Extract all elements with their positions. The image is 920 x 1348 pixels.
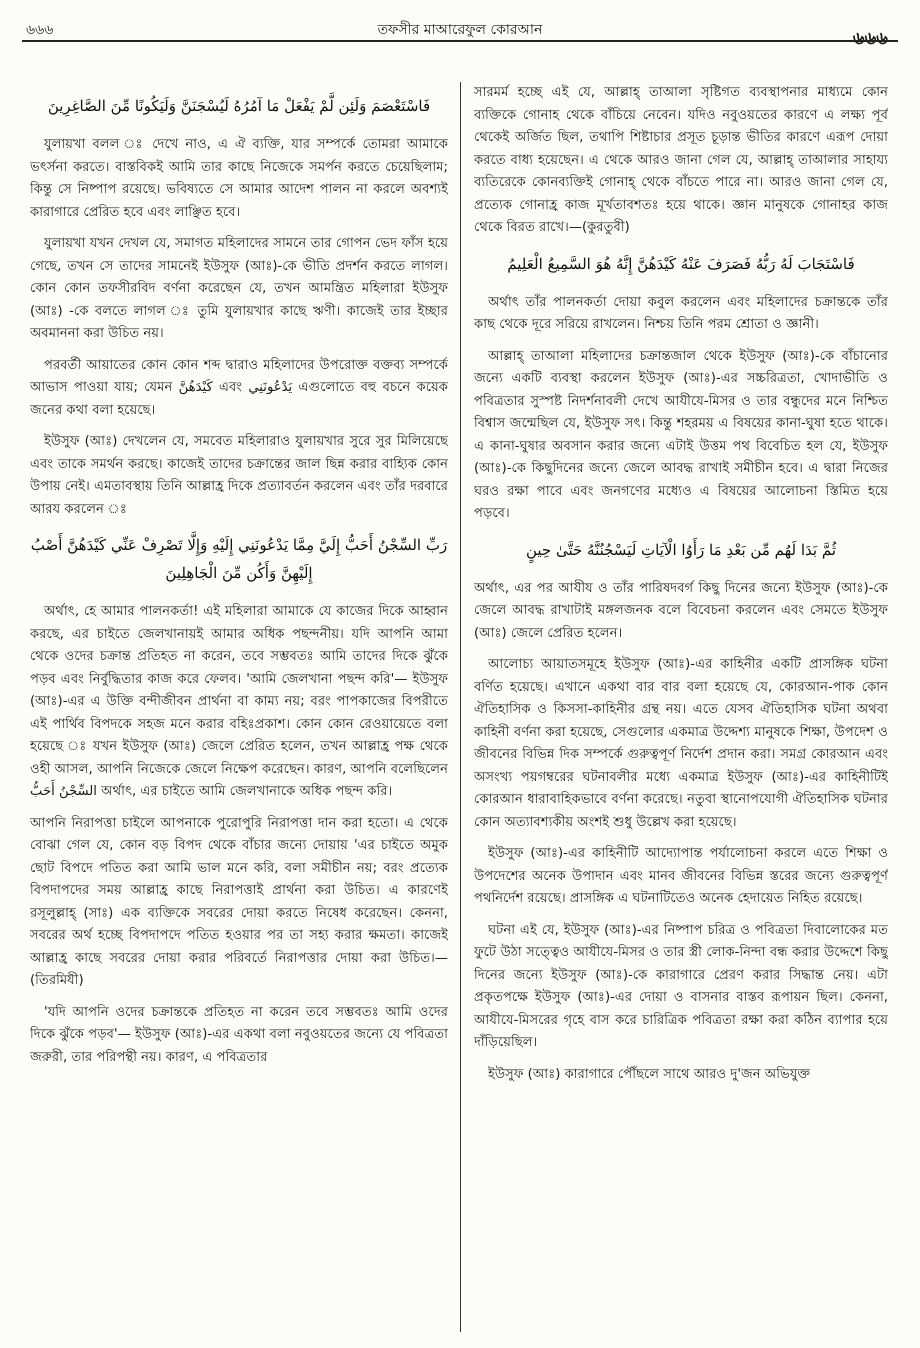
header-rule [22,40,898,42]
paragraph: যুলায়খা বলল ঃ দেখে নাও, এ ঐ ব্যক্তি, যার সম্পর্কে তোমরা আমাকে ভৎর্সনা করতে। বাস্তবিকই আমি তার কাছে নিজেকে সমর্পন করতে চেয়েছিলাম; কিন্তু সে নিষ্পাপ রয়েছে। ভবিষ্যতে সে আমার আদেশ পালন না করলে অবশ্যই কারাগারে প্রেরিত হবে এবং লাঞ্ছিত হবে। [30,137,448,220]
right-page-number: ৬৬৬ [852,28,888,49]
page-header [22,8,898,68]
running-title: তফসীর মাআরেফুল কোরআন [377,22,543,38]
paragraph: যুলায়খা যখন দেখল যে, সমাগত মহিলাদের সামনে তার গোপন ভেদ ফাঁস হয়ে গেছে, তখন সে তাদের সামনেই ইউসুফ (আঃ)-কে ভীতি প্রদর্শন করতে লাগল। কোন কোন তফসীরবিদ বর্ণনা করেছেন যে, তখন আমন্ত্রিত মহিলারা ইউসুফ (আঃ) -কে বলতে লাগল ঃ তুমি যুলায়খার কাছে ঋণী। কাজেই তার ইচ্ছার অবমাননা করা উচিত নয়। [30,236,448,341]
paragraph: অর্থাৎ তাঁর পালনকর্তা দোয়া কবুল করলেন এবং মহিলাদের চক্রান্তকে তাঁর কাছ থেকে দূরে সরিয়ে রাখলেন। নিশ্চয় তিনি পরম শ্রোতা ও জ্ঞানী। [474,294,888,332]
left-column [30,82,448,1332]
paragraph: অর্থাৎ, হে আমার পালনকর্তা! এই মহিলারা আমাকে যে কাজের দিকে আহ্বান করছে, এর চাইতে জেলখানায়ই আমার অধিক পছন্দনীয়। যদি আপনি আমা থেকে ওদের চক্রান্ত প্রতিহত না করেন, তবে সম্ভবতঃ আমি তাদের দিকে ঝুঁকে পড়ব এবং নির্বুদ্ধিতার কাজ করে ফেলব। 'আমি জেলখানা পছন্দ করি'— ইউসুফ (আঃ)-এর এ উক্তি বন্দীজীবন প্রার্থনা বা কাম্য নয়; বরং পাপকাজের বিপরীতে এই পার্থিব বিপদকে সহজ মনে করার বহিঃপ্রকাশ। কোন কোন রেওয়ায়েতে বলা হয়েছে ঃ যখন ইউসুফ (আঃ) জেলে প্রেরিত হলেন, তখন আল্লাহ্র পক্ষ থেকে ওহী আসল, আপনি নিজেকে জেলে নিক্ষেপ করেছেন। কারণ, আপনি বলেছিলেন السِّجْنُ أَحَبُّ অর্থাৎ, এর চাইতে আমি জেলখানাকে অধিক পছন্দ করি। [30,604,448,799]
left-page-number: ৬৬৬ [26,22,54,38]
paragraph: আপনি নিরাপত্তা চাইলে আপনাকে পুরোপুরি নিরাপত্তা দান করা হতো। এ থেকে বোঝা গেল যে, কোন বড় বিপদ থেকে বাঁচার জন্যে দোয়ায় 'এর চাইতে অমুক ছোট বিপদে পতিত করা আমি ভাল মনে করি, বলা সমীচীন নয়; বরং প্রত্যেক বিপদাপদের সময় আল্লাহ্র কাছে নিরাপত্তাই প্রার্থনা করা উচিত। এ কারণেই রসূলুল্লাহ্ (সাঃ) এক ব্যক্তিকে সবরের দোয়া করতে নিষেধ করেছেন। কেননা, সবরের অর্থ হচ্ছে বিপদাপদে পতিত হওয়ার পর তা সহ্য করার ক্ষমতা। কাজেই আল্লাহ্র কাছে সবরের দোয়া করার পরিবর্তে নিরাপত্তার দোয়া করা উচিত।—(তিরমিযী) [30,815,448,988]
paragraph: আলোচ্য আয়াতসমূহে ইউসুফ (আঃ)-এর কাহিনীর একটি প্রাসঙ্গিক ঘটনা বর্ণিত হয়েছে। এখানে একথা বার বার বলা হয়েছে যে, কোরআন-পাক কোন ঐতিহাসিক ও কিসসা-কাহিনীর গ্রন্থ নয়। এতে যেসব ঐতিহাসিক ঘটনা অথবা কাহিনী বর্ণনা করা হয়েছে, সেগুলোর একমাত্র উদ্দেশ্য মানুষকে শিক্ষা, উপদেশ ও জীবনের বিভিন্ন দিক সম্পর্কে গুরুত্বপূর্ণ নির্দেশ প্রদান করা। সমগ্র কোরআন এবং অসংখ্য পয়গম্বরের ঘটনাবলীর মধ্যে একমাত্র ইউসুফ (আঃ)-এর কাহিনীটিই কোরআন ধারাবাহিকভাবে বর্ণনা করেছে। নতুবা স্থানোপযোগী ঐতিহাসিক ঘটনার কোন অত্যাবশ্যকীয় অংশই শুধু উল্লেখ করা হয়েছে। [474,657,888,830]
arabic-verse: ثُمَّ بَدَا لَهُم مِّن بَعْدِ مَا رَأَوُا الْآيَاتِ لَيَسْجُنُنَّهُ حَتَّىٰ حِينٍ [525,540,837,559]
paragraph: পরবর্তী আয়াতের কোন কোন শব্দ দ্বারাও মহিলাদের উপরোক্ত বক্তব্য সম্পর্কে আভাস পাওয়া যায়; যেমন كَيْدَهُنَّ এবং يَدْعُونَنِي এগুলোতে বহু বচনে কয়েক জনের কথা বলা হয়েছে। [30,357,448,418]
paragraph: ইউসুফ (আঃ) দেখলেন যে, সমবেত মহিলারাও যুলায়খার সুরে সুর মিলিয়েছে এবং তাকে সমর্থন করছে। কাজেই তাদের চক্রান্তের জাল ছিন্ন করার বাহ্যিক কোন উপায় নেই। এমতাবস্থায় তিনি আল্লাহ্র দিকে প্রত্যাবর্তন করলেন এবং তাঁর দরবারে আরয করলেন ঃ [30,434,448,517]
column-divider [460,82,461,1332]
paragraph: 'যদি আপনি ওদের চক্রান্তকে প্রতিহত না করেন তবে সম্ভবতঃ আমি ওদের দিকে ঝুঁকে পড়ব'— ইউসুফ (আঃ)-এর একথা বলা নবুওয়তের জন্যে যে পবিত্রতা জরুরী, তার পরিপন্থী নয়। কারণ, এ পবিত্রতার [30,1004,448,1065]
paragraph: অর্থাৎ, এর পর আযীয ও তাঁর পারিষদবর্গ কিছু দিনের জন্যে ইউসুফ (আঃ)-কে জেলে আবদ্ধ রাখাটাই মঙ্গলজনক বলে বিবেচনা করলেন এবং সেমতে ইউসুফ (আঃ) জেলে প্রেরিত হলেন। [474,580,888,641]
paragraph: আল্লাহ্ তাআলা মহিলাদের চক্রান্তজাল থেকে ইউসুফ (আঃ)-কে বাঁচানোর জন্যে একটি ব্যবস্থা করলেন ইউসুফ (আঃ)-এর সচ্চরিত্রতা, খোদাভীতি ও পবিত্রতার সুস্পষ্ট নিদর্শনাবলী দেখে আযীযে-মিসর ও তার বন্ধুদের মনে নিশ্চিত বিশ্বাস জন্মেছিল যে, ইউসুফ সৎ। কিন্তু শহরময় এ বিষয়ের কানা-ঘুষা হতে থাকে। এ কানা-ঘুষার অবসান করার জন্যে এটাই উত্তম পথ বিবেচিত হল যে, ইউসুফ (আঃ)-কে কিছুদিনের জন্যে জেলে আবদ্ধ রাখাই সমীচীন হবে। এ দ্বারা নিজের ঘরও রক্ষা পাবে এবং জনগণের মধ্যেও এ বিষয়ের আলোচনা স্তিমিত হয়ে পড়বে। [474,348,888,521]
paragraph: ইউসুফ (আঃ)-এর কাহিনীটি আদ্যোপান্ত পর্যালোচনা করলে এতে শিক্ষা ও উপদেশের অনেক উপাদান এবং মানব জীবনের বিভিন্ন স্তরের জন্যে গুরুত্বপূর্ণ পথনির্দেশ রয়েছে। প্রাসঙ্গিক এ ঘটনাটিতেও অনেক হেদায়েত নিহিত রয়েছে। [474,846,888,906]
paragraph: ঘটনা এই যে, ইউসুফ (আঃ)-এর নিষ্পাপ চরিত্র ও পবিত্রতা দিবালোকের মত ফুটে উঠা সত্ত্বেও আযীযে-মিসর ও তার স্ত্রী লোক-নিন্দা বন্ধ করার উদ্দেশে কিছু দিনের জন্যে ইউসুফ (আঃ)-কে কারাগারে প্রেরণ করার সিদ্ধান্ত নেয়। এটা প্রকৃতপক্ষে ইউসুফ (আঃ)-এর দোয়া ও বাসনার বাস্তব রূপায়ন ছিল। কেননা, আযীযে-মিসরের গৃহে বাস করে চারিত্রিক পবিত্রতা রক্ষা করা কঠিন ব্যাপার হয়ে দাঁড়িয়েছিল। [474,922,888,1050]
arabic-verse: رَبِّ السِّجْنُ أَحَبُّ إِلَيَّ مِمَّا يَدْعُونَنِي إِلَيْهِ وَإِلَّا تَصْرِفْ عَنِّي كَيْدَهُنَّ أَصْبُ إِلَيْهِنَّ وَأَكُن مِّنَ الْجَاهِلِينَ [30,536,448,582]
arabic-verse: فَاسْتَجَابَ لَهُ رَبُّهُ فَصَرَفَ عَنْهُ كَيْدَهُنَّ إِنَّهُ هُوَ السَّمِيعُ الْعَلِيمُ [507,254,855,273]
paragraph: সারমর্ম হচ্ছে এই যে, আল্লাহ্ তাআলা সৃষ্টিগত ব্যবস্থাপনার মাধ্যমে কোন ব্যক্তিকে গোনাহ থেকে বাঁচিয়ে নেবেন। যদিও নবুওয়তের কারণে এ লক্ষ্য পূর্ব থেকেই অর্জিত ছিল, তথাপি শিষ্টাচার প্রসূত চূড়ান্ত ভীতির কারণে এরূপ দোয়া করতে বাধ্য হয়েছেন। এ থেকে আরও জানা গেল যে, আল্লাহ্ তাআলার সাহায্য ব্যতিরেকে কোনব্যক্তিই গোনাহ্ থেকে বাঁচতে পারে না। আরও জানা গেল যে, প্রত্যেক গোনাহ্র কাজ মূর্খতাবশতঃ হয়ে থাকে। জ্ঞান মানুষকে গোনাহর কাজ থেকে বিরত রাখে।—(কুরতুবী) [474,85,888,235]
paragraph: ইউসুফ (আঃ) কারাগারে পৌঁছলে সাথে আরও দু'জন অভিযুক্ত [488,1066,811,1082]
right-column [474,82,888,1332]
arabic-verse: فَاسْتَعْصَمَ وَلَئِن لَّمْ يَفْعَلْ مَا آمُرُهُ لَيُسْجَنَنَّ وَلَيَكُونًا مِّنَ الصَّاغِرِينَ [47,97,431,115]
